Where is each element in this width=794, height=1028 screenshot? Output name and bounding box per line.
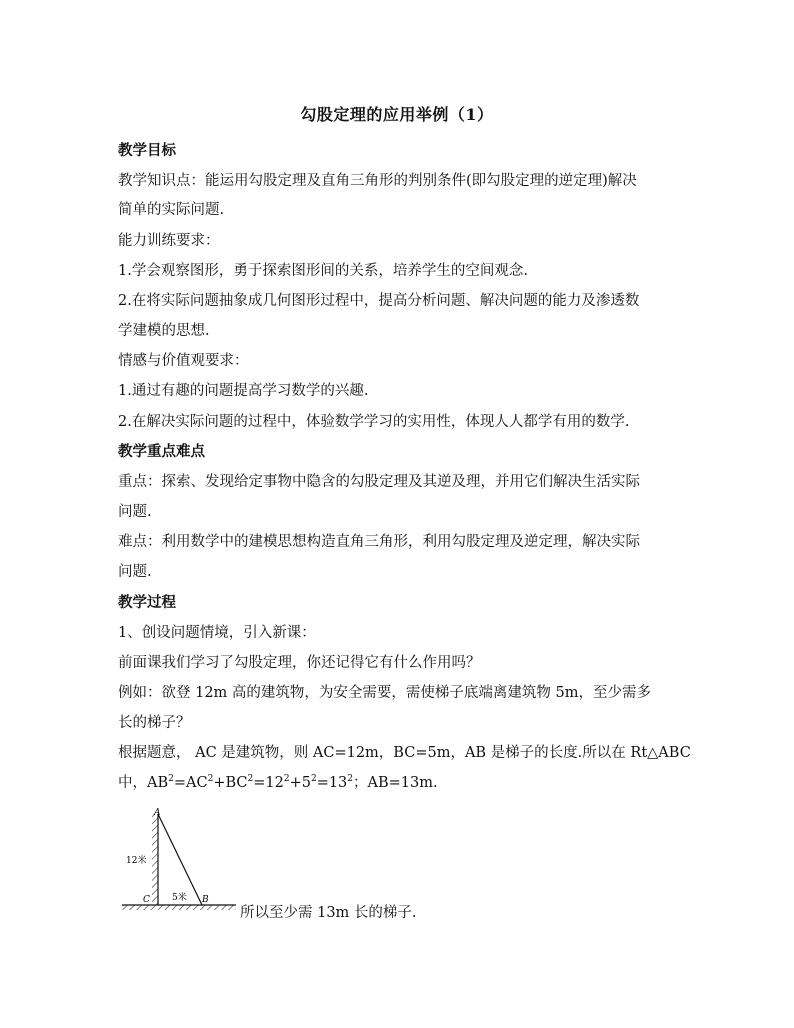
equation-part: =12 — [253, 775, 284, 791]
exponent: 2 — [283, 774, 290, 784]
ability-item-2-line-2: 学建模的思想. — [118, 323, 210, 339]
difficulty-text-line-2: 问题. — [118, 564, 152, 580]
building-wall-hatch — [152, 814, 158, 905]
document-title: 勾股定理的应用举例（1） — [300, 105, 494, 124]
ground-hatch — [122, 905, 236, 910]
example-line-1: 例如：欲登 12m 高的建筑物，为安全需要，需使梯子底端离建筑物 5m，至少需多 — [118, 685, 651, 701]
equation-part: +BC — [213, 775, 248, 791]
conclusion-text: 所以至少需 13m 长的梯子. — [240, 905, 417, 921]
exponent: 2 — [168, 774, 174, 784]
focus-text-line-1: 重点：探索、发现给定事物中隐含的勾股定理及其逆及理，并用它们解决生活实际 — [118, 474, 640, 490]
equation-suffix: ；AB=13m. — [353, 775, 438, 791]
height-label: 12米 — [126, 856, 147, 866]
equation-prefix: 中，AB — [118, 775, 169, 791]
objectives-heading: 教学目标 — [118, 142, 176, 159]
difficulty-text-line-1: 难点：利用数学中的建模思想构造直角三角形，利用勾股定理及逆定理，解决实际 — [118, 534, 640, 550]
key-points-heading: 教学重点难点 — [118, 443, 205, 460]
knowledge-text-line-2: 简单的实际问题. — [118, 202, 225, 218]
vertex-a-label: A — [154, 808, 161, 818]
equation-part: =AC — [173, 775, 208, 791]
exponent: 2 — [247, 774, 254, 784]
emotion-item-2: 2.在解决实际问题的过程中，体验数学学习的实用性，体现人人都学有用的数学. — [118, 414, 630, 430]
ability-item-2-line-1: 2.在将实际问题抽象成几何图形过程中，提高分析问题、解决问题的能力及渗透数 — [118, 293, 640, 309]
vertex-b-label: B — [202, 895, 209, 905]
ladder-triangle-figure — [120, 806, 238, 914]
equation-part: +5 — [289, 775, 311, 791]
emotion-item-1: 1.通过有趣的问题提高学习数学的兴趣. — [118, 383, 369, 399]
process-question: 前面课我们学习了勾股定理，你还记得它有什么作用吗？ — [118, 655, 481, 671]
exponent: 2 — [207, 774, 214, 784]
ladder-line — [158, 814, 202, 905]
emotion-heading: 情感与价值观要求： — [118, 353, 249, 369]
analysis-line-1: 根据题意， AC 是建筑物，则 AC=12m，BC=5m，AB 是梯子的长度.所以在 Rt△ABC — [118, 745, 691, 761]
focus-text-line-2: 问题. — [118, 504, 152, 520]
ability-item-1: 1.学会观察图形，勇于探索图形间的关系，培养学生的空间观念. — [118, 263, 528, 279]
base-label: 5米 — [172, 893, 187, 903]
exponent: 2 — [347, 774, 354, 784]
vertex-c-label: C — [143, 895, 150, 905]
example-line-2: 长的梯子？ — [118, 715, 191, 731]
process-heading: 教学过程 — [118, 594, 176, 611]
process-step-1: 1、创设问题情境，引入新课： — [118, 625, 316, 641]
equation-line — [118, 773, 683, 793]
ability-heading: 能力训练要求： — [118, 233, 220, 249]
exponent: 2 — [310, 774, 317, 784]
knowledge-text-line-1: 教学知识点：能运用勾股定理及直角三角形的判别条件(即勾股定理的逆定理)解决 — [118, 173, 637, 189]
equation-part: =13 — [316, 775, 348, 791]
